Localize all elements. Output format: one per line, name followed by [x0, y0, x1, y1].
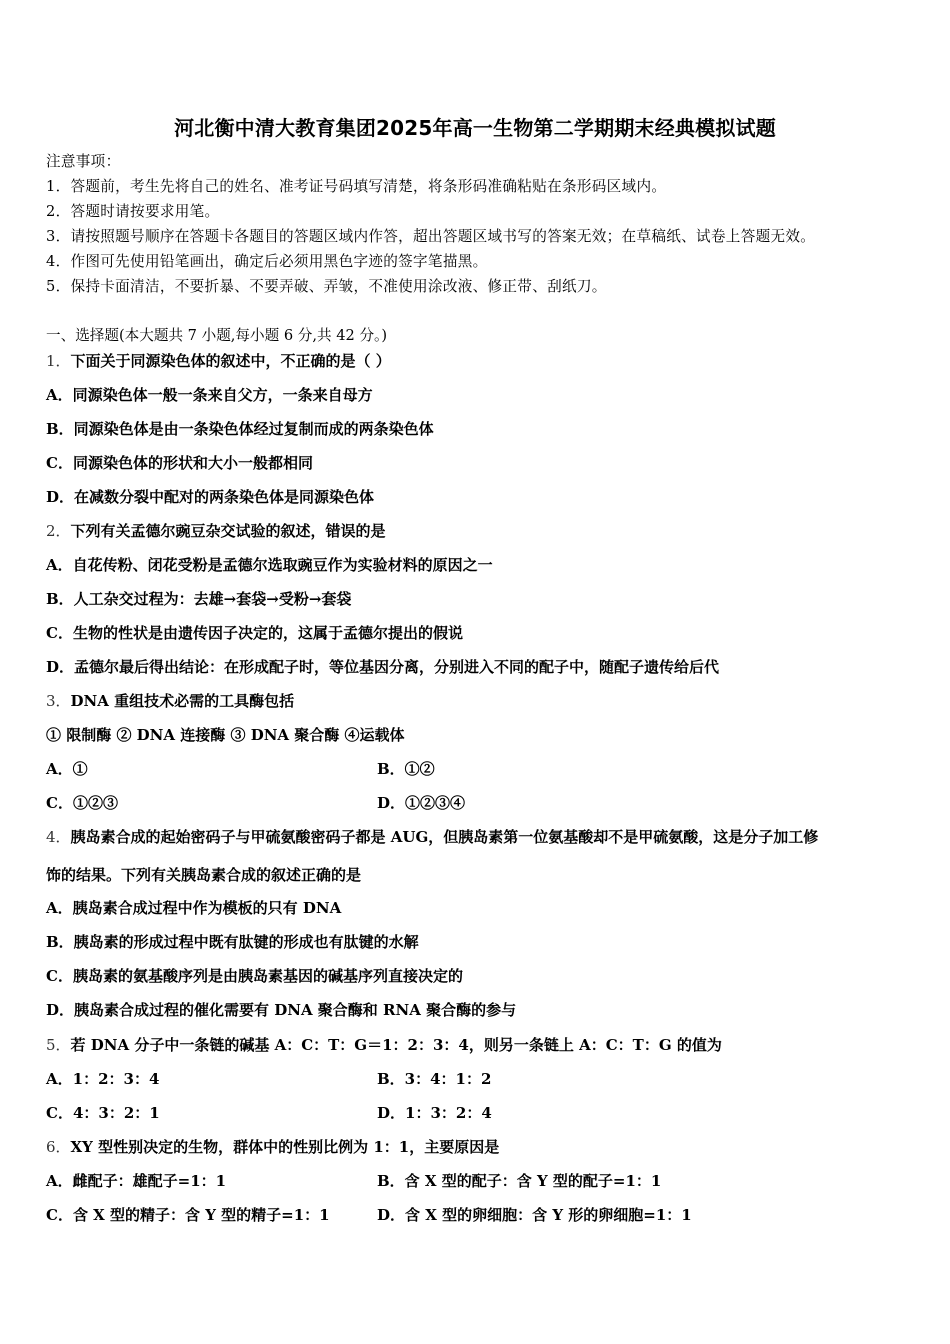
- page-title: 河北衡中清大教育集团2025年高一生物第二学期期末经典模拟试题: [174, 116, 776, 140]
- notice-item: 5．保持卡面清洁，不要折暴、不要弄破、弄皱，不准使用涂改液、修正带、刮纸刀。: [46, 278, 607, 295]
- option-c: C．同源染色体的形状和大小一般都相同: [46, 454, 313, 472]
- option-a: A．同源染色体一般一条来自父方，一条来自母方: [46, 386, 373, 404]
- option-c: C．生物的性状是由遗传因子决定的，这属于孟德尔提出的假说: [46, 624, 463, 642]
- question-stem: 胰岛素合成的起始密码子与甲硫氨酸密码子都是 AUG，但胰岛素第一位氨基酸却不是甲硫氨酸，这是分子加工修: [70, 828, 819, 846]
- option-c: C．①②③: [46, 794, 118, 812]
- question-5: [46, 1035, 722, 1055]
- notice-item: 4．作图可先使用铅笔画出，确定后必须用黑色字迹的签字笔描黑。: [46, 253, 488, 270]
- option-d: D．含 X 型的卵细胞：含 Y 形的卵细胞=1：1: [377, 1206, 692, 1224]
- option-d: D．胰岛素合成过程的催化需要有 DNA 聚合酶和 RNA 聚合酶的参与: [46, 1001, 517, 1019]
- question-stem: XY 型性别决定的生物，群体中的性别比例为 1：1，主要原因是: [70, 1138, 500, 1156]
- question-number: 4．: [46, 828, 71, 846]
- question-3: [46, 691, 294, 711]
- notice-heading: 注意事项：: [46, 153, 121, 170]
- option-a: A．雌配子：雄配子=1：1: [46, 1172, 227, 1190]
- option-b: B．人工杂交过程为：去雄→套袋→受粉→套袋: [46, 590, 352, 608]
- question-1: [46, 351, 391, 371]
- option-c: C．4：3：2：1: [46, 1104, 160, 1122]
- notice-item: 3．请按照题号顺序在答题卡各题目的答题区域内作答，超出答题区域书写的答案无效；在草稿纸、试卷上答题无效。: [46, 228, 816, 245]
- option-c: C．含 X 型的精子：含 Y 型的精子=1：1: [46, 1206, 330, 1224]
- option-b: B．胰岛素的形成过程中既有肽键的形成也有肽键的水解: [46, 933, 419, 951]
- question-number: 1．: [46, 352, 71, 370]
- option-d: D．在减数分裂中配对的两条染色体是同源染色体: [46, 488, 375, 506]
- question-extra: ① 限制酶 ② DNA 连接酶 ③ DNA 聚合酶 ④运载体: [46, 726, 405, 744]
- option-b: B．①②: [377, 760, 435, 778]
- option-d: D．1：3：2：4: [377, 1104, 492, 1122]
- question-stem-continued: 饰的结果。下列有关胰岛素合成的叙述正确的是: [46, 866, 362, 884]
- question-number: 3．: [46, 692, 71, 710]
- option-b: B．同源染色体是由一条染色体经过复制而成的两条染色体: [46, 420, 434, 438]
- question-number: 2．: [46, 522, 71, 540]
- section-heading: 一、选择题(本大题共 7 小题,每小题 6 分,共 42 分。): [46, 327, 388, 344]
- option-d: D．①②③④: [377, 794, 466, 812]
- option-b: B．3：4：1：2: [377, 1070, 492, 1088]
- question-number: 5．: [46, 1036, 71, 1054]
- option-a: A．①: [46, 760, 88, 778]
- question-2: [46, 521, 386, 541]
- option-c: C．胰岛素的氨基酸序列是由胰岛素基因的碱基序列直接决定的: [46, 967, 463, 985]
- option-a: A．胰岛素合成过程中作为模板的只有 DNA: [46, 899, 342, 917]
- option-d: D．孟德尔最后得出结论：在形成配子时，等位基因分离，分别进入不同的配子中，随配子遗传给后代: [46, 658, 720, 676]
- question-4: [46, 827, 818, 847]
- notice-item: 2．答题时请按要求用笔。: [46, 203, 220, 220]
- question-stem: 下列有关孟德尔豌豆杂交试验的叙述，错误的是: [70, 522, 386, 540]
- option-b: B．含 X 型的配子：含 Y 型的配子=1：1: [377, 1172, 662, 1190]
- notice-item: 1．答题前，考生先将自己的姓名、准考证号码填写清楚，将条形码准确粘贴在条形码区域内。: [46, 178, 667, 195]
- option-a: A．1：2：3：4: [46, 1070, 160, 1088]
- question-stem: 下面关于同源染色体的叙述中，不正确的是（ ）: [70, 352, 391, 370]
- question-stem: DNA 重组技术必需的工具酶包括: [70, 692, 295, 710]
- question-number: 6．: [46, 1138, 71, 1156]
- question-stem: 若 DNA 分子中一条链的碱基 A：C：T：G＝1：2：3：4，则另一条链上 A：C：T：G 的值为: [70, 1036, 722, 1054]
- option-a: A．自花传粉、闭花受粉是孟德尔选取豌豆作为实验材料的原因之一: [46, 556, 493, 574]
- question-6: [46, 1137, 499, 1157]
